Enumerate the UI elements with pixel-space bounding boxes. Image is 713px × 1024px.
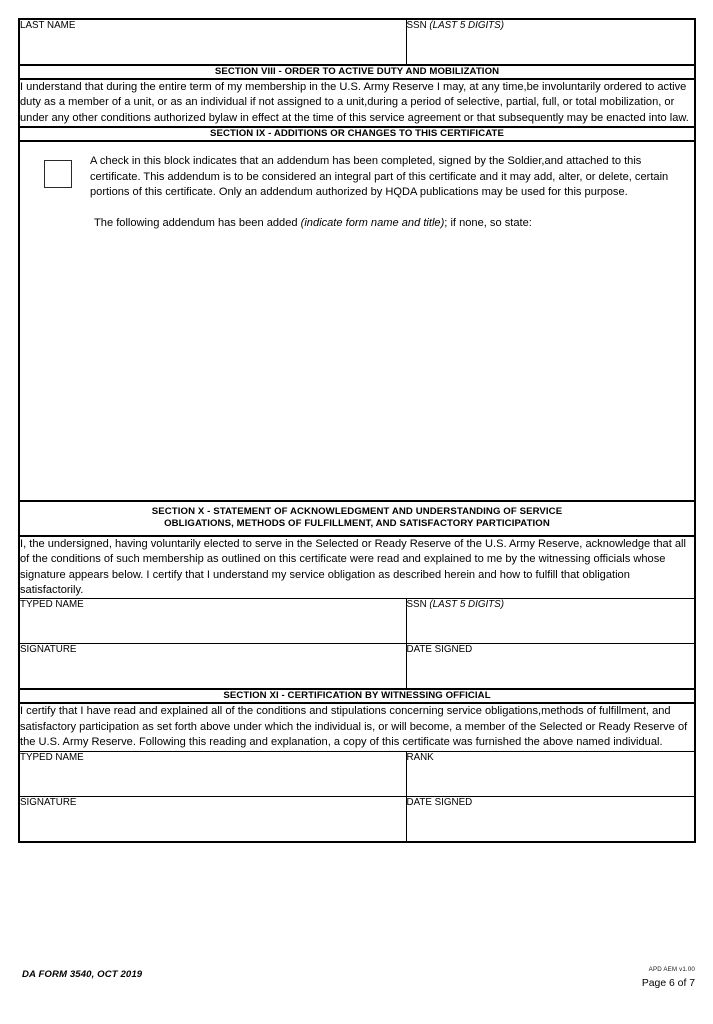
addendum-prompt xyxy=(94,216,694,231)
section-x-typed-name-label: TYPED NAME xyxy=(20,599,84,611)
section-ix-heading: SECTION IX - ADDITIONS OR CHANGES TO THIS CERTIFICATE xyxy=(19,127,695,141)
section-xi-paragraph: I certify that I have read and explained all of the conditions and stipulations concerning service obligations,methods of fulfillment, and satisfactory participation as set forth above under which the individual is, or will become, a member of the Selected or Ready Reserve of the U.S. Army Reserve. Following this reading and explanation, a copy of this certificate was furnished the above named individual. xyxy=(20,705,688,749)
section-xi-heading: SECTION XI - CERTIFICATION BY WITNESSING OFFICIAL xyxy=(19,689,695,703)
section-viii-body xyxy=(19,79,695,127)
section-x-signature-label: SIGNATURE xyxy=(20,644,77,656)
section-xi-body xyxy=(19,703,695,751)
section-xi-date-signed-label: DATE SIGNED xyxy=(406,796,473,808)
addendum-checkbox-paragraph: A check in this block indicates that an addendum has been completed, signed by the Soldier,and attached to this certificate. This addendum is to be considered an integral part of this certificate and it may add, alter, or delete, certain portions of this certificate. Only an addendum authorized by HQDA publications may be used for this purpose. xyxy=(90,155,669,199)
section-xi-typed-name-field[interactable] xyxy=(19,751,406,796)
section-x-body-row xyxy=(19,536,695,599)
section-x-heading xyxy=(19,501,695,536)
section-x-heading-row xyxy=(19,501,695,536)
section-xi-rank-field[interactable] xyxy=(406,751,695,796)
addendum-block xyxy=(20,142,694,200)
section-x-ssn-label-text: SSN xyxy=(406,599,430,611)
da-form-3540-table xyxy=(18,18,696,843)
section-x-heading-line1: SECTION X - STATEMENT OF ACKNOWLEDGMENT AND UNDERSTANDING OF SERVICE xyxy=(151,505,563,517)
section-x-paragraph: I, the undersigned, having voluntarily elected to serve in the Selected or Ready Reserve of the U.S. Army Reserve, acknowledge that all of the conditions of such membership as outlined on this certificate were read and explained to me by the witnessing officials whose signature appears below. I certify that I understand my service obligation as described herein and how to fulfill that obligation satisfactorily. xyxy=(20,537,686,597)
section-viii-heading: SECTION VIII - ORDER TO ACTIVE DUTY AND MOBILIZATION xyxy=(19,65,695,79)
addendum-prompt-lead: The following addendum has been added xyxy=(94,217,301,230)
section-xi-signature-row xyxy=(19,796,695,842)
section-viii-heading-row xyxy=(19,65,695,79)
ssn-label-text: SSN xyxy=(406,20,430,31)
ssn-field[interactable] xyxy=(406,19,695,65)
addendum-prompt-tail: ; if none, so state: xyxy=(444,217,532,230)
section-ix-heading-row xyxy=(19,127,695,141)
addendum-checkbox[interactable] xyxy=(44,160,72,188)
section-ix-body xyxy=(19,141,695,501)
last-name-field[interactable] xyxy=(19,19,406,65)
section-x-signature-field[interactable] xyxy=(19,644,406,690)
section-x-body xyxy=(19,536,695,599)
section-x-heading-line2: OBLIGATIONS, METHODS OF FULFILLMENT, AND SATISFACTORY PARTICIPATION xyxy=(164,518,550,530)
section-x-typed-name-field[interactable] xyxy=(19,599,406,644)
form-identifier: DA FORM 3540, OCT 2019 xyxy=(22,969,143,980)
section-xi-name-row xyxy=(19,751,695,796)
ssn-label-italic: (LAST 5 DIGITS) xyxy=(429,20,504,31)
section-x-ssn-field[interactable] xyxy=(406,599,695,644)
addendum-entry-area[interactable] xyxy=(20,232,694,500)
section-x-ssn-label-italic: (LAST 5 DIGITS) xyxy=(429,599,504,611)
section-x-name-row xyxy=(19,599,695,644)
footer-right-block xyxy=(642,966,695,991)
section-xi-heading-row xyxy=(19,689,695,703)
last-name-label: LAST NAME xyxy=(20,20,76,31)
section-ix-body-row xyxy=(19,141,695,501)
section-x-date-signed-field[interactable] xyxy=(406,644,695,690)
section-xi-signature-label: SIGNATURE xyxy=(20,796,77,808)
section-xi-rank-label: RANK xyxy=(406,751,434,763)
section-viii-body-row xyxy=(19,79,695,127)
section-xi-typed-name-label: TYPED NAME xyxy=(20,751,84,763)
page-number-label: Page 6 of 7 xyxy=(641,978,695,989)
addendum-prompt-italic: (indicate form name and title) xyxy=(300,217,445,230)
section-x-date-signed-label: DATE SIGNED xyxy=(406,644,473,656)
section-xi-signature-field[interactable] xyxy=(19,796,406,842)
apd-version-label: APD AEM v1.00 xyxy=(648,966,695,973)
section-xi-date-signed-field[interactable] xyxy=(406,796,695,842)
section-viii-paragraph: I understand that during the entire term of my membership in the U.S. Army Reserve I may, at any time,be involuntarily ordered to active duty as a member of a unit, or as an individual if not assigned to a unit,during a period of selective, partial, full, or total mobilization, or under any other conditions authorized bylaw in effect at the time of this service agreement or that subsequently may be enacted into law. xyxy=(20,81,689,124)
section-x-signature-row xyxy=(19,644,695,690)
section-x-ssn-label xyxy=(407,599,695,611)
identification-row xyxy=(19,19,695,65)
section-xi-body-row xyxy=(19,703,695,751)
ssn-label xyxy=(407,20,695,32)
